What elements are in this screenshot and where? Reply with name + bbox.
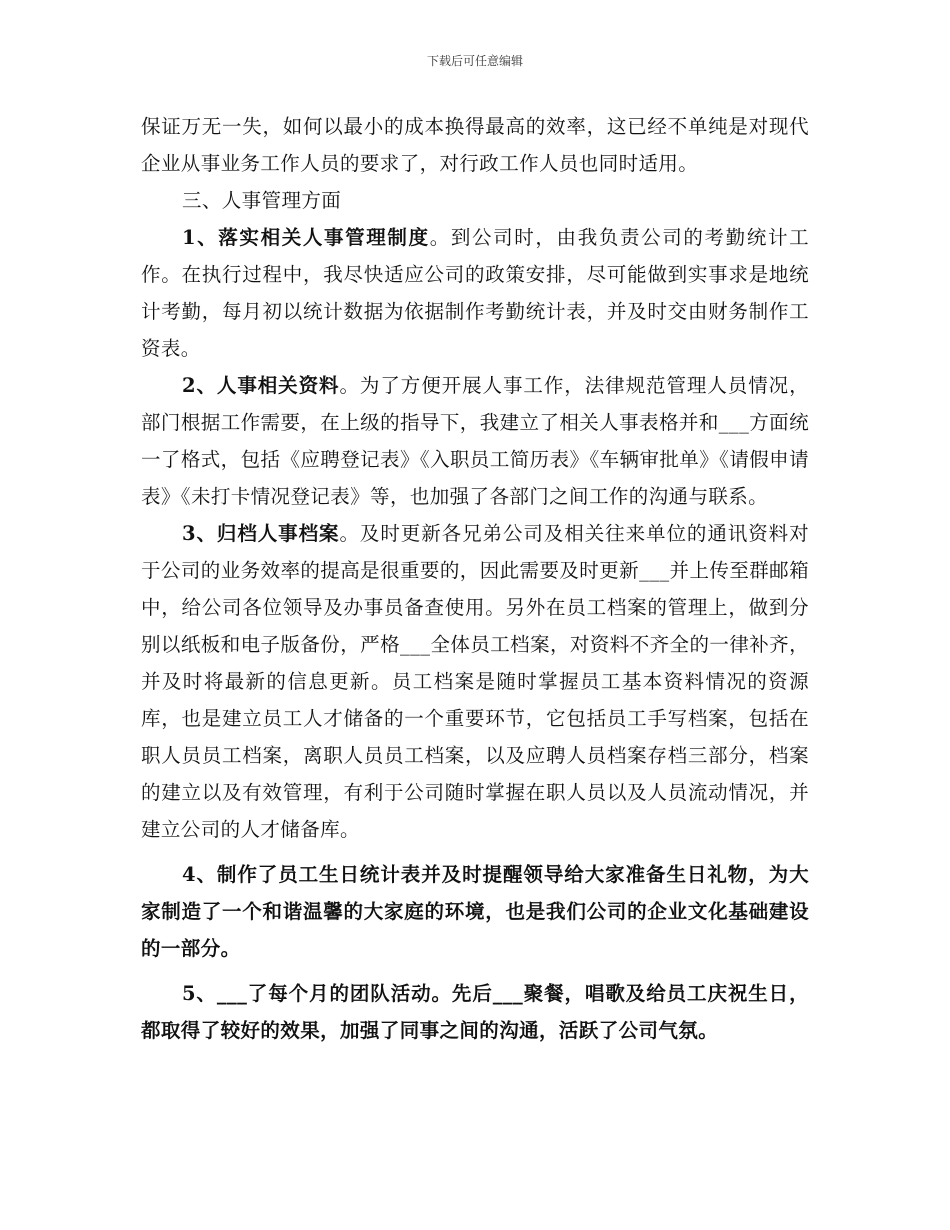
- item-2-paragraph: [141, 367, 809, 515]
- item-4-paragraph: 4、制作了员工生日统计表并及时提醒领导给大家准备生日礼物，为大家制造了一个和谐温馨的大家庭的环境，也是我们公司的企业文化基础建设的一部分。: [141, 863, 809, 960]
- item-3-text: 。及时更新各兄弟公司及相关往来单位的通讯资料对于公司的业务效率的提高是很重要的，因此需要及时更新___并上传至群邮箱中，给公司各位领导及办事员备查使用。另外在员工档案的管理上，做到分别以纸板和电子版备份，严格___全体员工档案，对资料不齐全的一律补齐，并及时将最新的信息更新。员工档案是随时掌握员工基本资料情况的资源库，也是建立员工人才储备的一个重要环节，它包括员工手写档案，包括在职人员员工档案，离职人员员工档案，以及应聘人员档案存档三部分，档案的建立以及有效管理，有利于公司随时掌握在职人员以及人员流动情况，并建立公司的人才储备库。: [141, 522, 809, 841]
- item-1-paragraph: [141, 219, 809, 367]
- page-header: 下载后可任意编辑: [426, 54, 523, 68]
- item-2-title: 2、人事相关资料: [181, 374, 340, 397]
- item-1-title: 1、落实相关人事管理制度: [181, 226, 430, 249]
- item-3-paragraph: [141, 515, 809, 848]
- item-1-text: 。到公司时，由我负责公司的考勤统计工作。在执行过程中，我尽快适应公司的政策安排，尽可能做到实事求是地统计考勤，每月初以统计数据为依据制作考勤统计表，并及时交由财务制作工资表。: [141, 226, 809, 360]
- continuation-paragraph: 保证万无一失，如何以最小的成本换得最高的效率，这已经不单纯是对现代企业从事业务工作人员的要求了，对行政工作人员也同时适用。: [141, 115, 809, 175]
- document-body: [141, 108, 809, 1049]
- item-5-paragraph: 5、___了每个月的团队活动。先后___聚餐，唱歌及给员工庆祝生日，都取得了较好的效果，加强了同事之间的沟通，活跃了公司气氛。: [141, 982, 809, 1042]
- item-3-title: 3、归档人事档案: [181, 522, 340, 545]
- section-heading: 三、人事管理方面: [181, 189, 342, 212]
- item-2-text: 。为了方便开展人事工作，法律规范管理人员情况，部门根据工作需要，在上级的指导下，我建立了相关人事表格并和___方面统一了格式，包括《应聘登记表》《入职员工简历表》《车辆审批单》《请假申请表》《未打卡情况登记表》等，也加强了各部门之间工作的沟通与联系。: [141, 374, 809, 508]
